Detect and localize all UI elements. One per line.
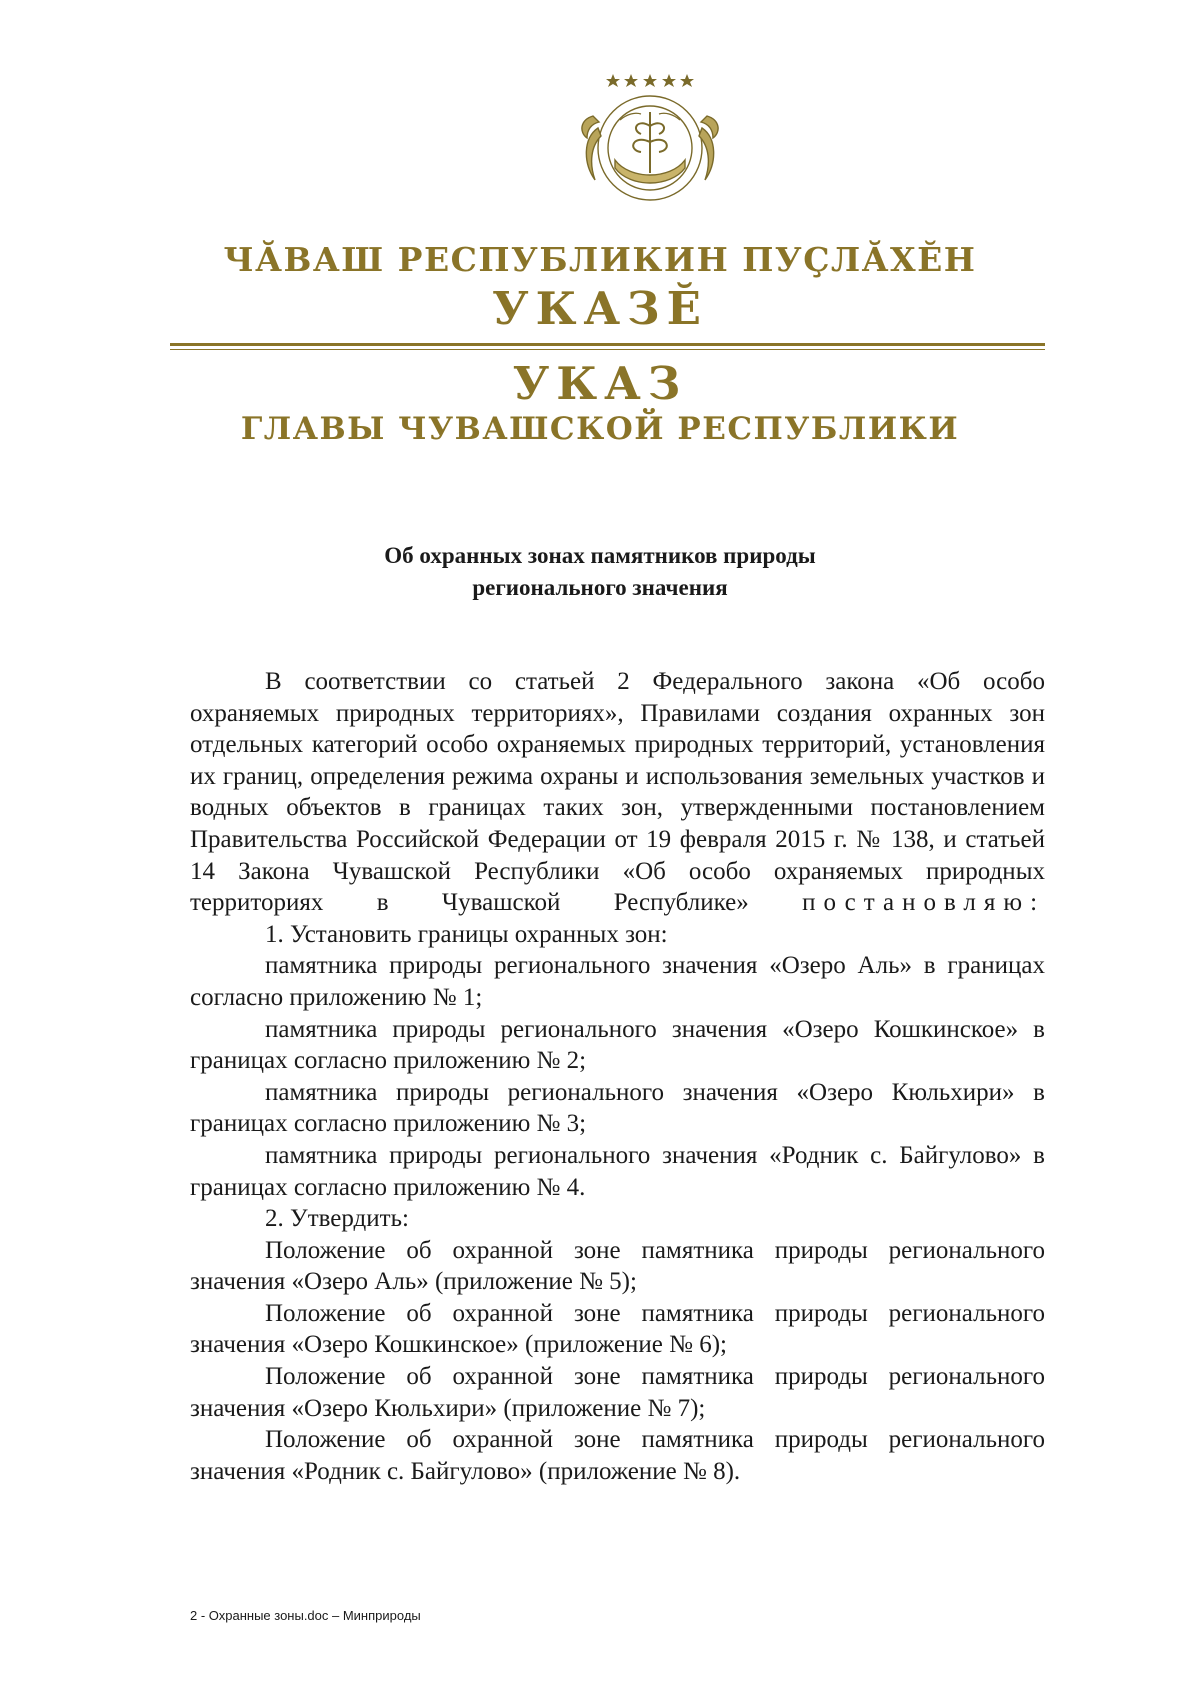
- list-item: Положение об охранной зоне памятника природы регионального значения «Родник с. Байгулово» (приложение № 8).: [190, 1426, 1045, 1485]
- item-heading: 1. Установить границы охранных зон:: [265, 920, 668, 948]
- document-title-line: регионального значения: [472, 575, 728, 600]
- list-item: памятника природы регионального значения «Озеро Аль» в границах согласно приложению № 1;: [190, 952, 1045, 1011]
- decree-word: постановляю:: [802, 889, 1046, 917]
- list-item: Положение об охранной зоне памятника природы регионального значения «Озеро Аль» (приложение № 5);: [190, 1236, 1045, 1296]
- page-footer: 2 - Охранные зоны.doc – Минприроды: [190, 1608, 421, 1623]
- header-divider-thick: [170, 343, 1045, 346]
- item-heading: 2. Утвердить:: [265, 1205, 409, 1233]
- header-divider-thin: [170, 349, 1045, 350]
- russian-header-line: ГЛАВЫ ЧУВАШСКОЙ РЕСПУБЛИКИ: [240, 411, 960, 447]
- document-body: [190, 666, 1045, 1487]
- chuvash-header-line: ЧӐВАШ РЕСПУБЛИКИН ПУҪЛӐХӖН: [223, 240, 977, 279]
- preamble-text: В соответствии со статьей 2 Федерального закона «Об особо охраняемых природных территориях», Правилами создания охранных зон отдельных категорий особо охраняемых природных территорий, установления их границ, определения режима охраны и использования земельных участков и водных объектов в границах таких зон, утвержденными постановлением Правительства Российской Федерации от 19 февраля 2015 г. № 138, и статьей 14 Закона Чувашской Республики «Об особо охраняемых природных территориях в Чувашской Республике»: [190, 668, 1045, 917]
- list-item: Положение об охранной зоне памятника природы регионального значения «Озеро Кюльхири» (приложение № 7);: [190, 1363, 1045, 1422]
- document-title-line: Об охранных зонах памятников природы: [384, 543, 816, 568]
- list-item: памятника природы регионального значения «Озеро Кюльхири» в границах согласно приложению № 3;: [190, 1078, 1045, 1138]
- preamble-paragraph: [190, 666, 1045, 919]
- chuvash-coat-of-arms-emblem: [575, 68, 725, 204]
- russian-decree-title: УКАЗ: [512, 357, 688, 410]
- document-title: [0, 540, 1200, 604]
- chuvash-decree-title: УКАЗӖ: [492, 282, 708, 335]
- emblem-stars: [606, 74, 694, 87]
- list-item: памятника природы регионального значения «Родник с. Байгулово» в границах согласно приложению № 4.: [190, 1141, 1045, 1201]
- list-item: памятника природы регионального значения «Озеро Кошкинское» в границах согласно приложению № 2;: [190, 1015, 1045, 1075]
- list-item: Положение об охранной зоне памятника природы регионального значения «Озеро Кошкинское» (приложение № 6);: [190, 1299, 1045, 1359]
